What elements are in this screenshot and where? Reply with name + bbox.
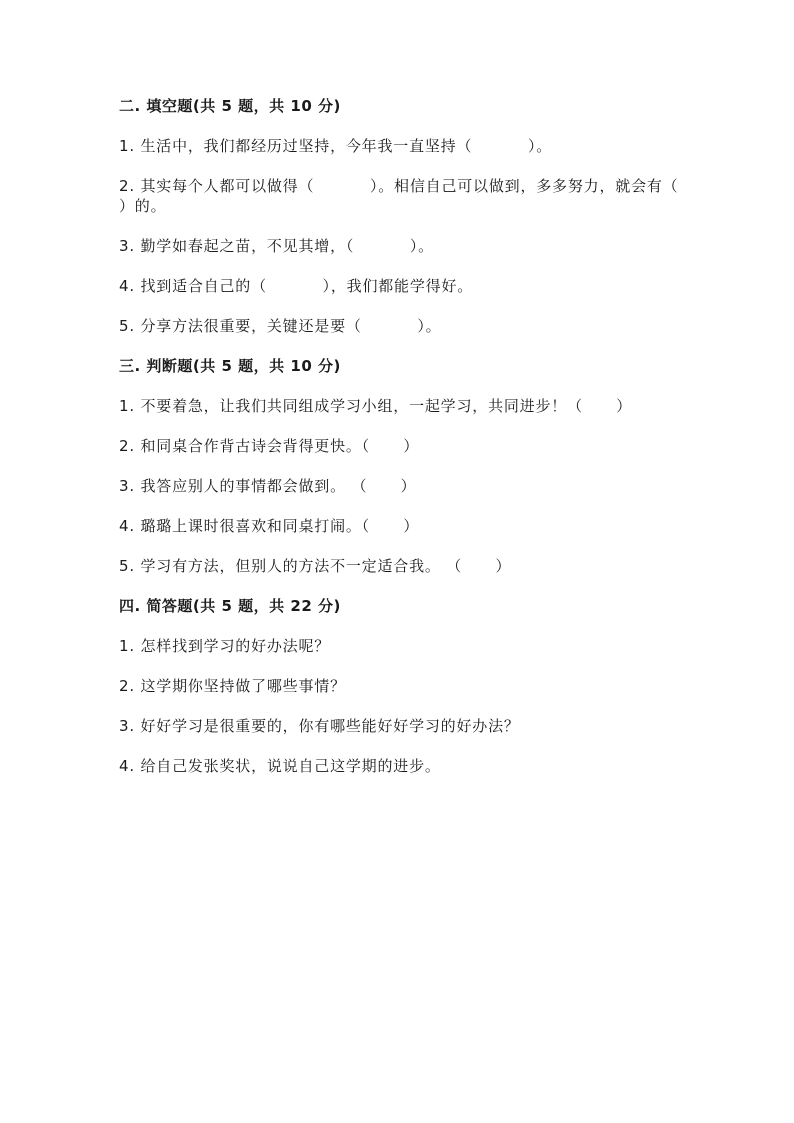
true-false-question-4: 4. 璐璐上课时很喜欢和同桌打闹。（ ）: [119, 517, 420, 535]
fill-blank-question-1: 1. 生活中，我们都经历过坚持，今年我一直坚持（ ）。: [119, 137, 553, 155]
short-answer-question-4: 4. 给自己发张奖状，说说自己这学期的进步。: [119, 757, 441, 775]
true-false-question-2: 2. 和同桌合作背古诗会背得更快。（ ）: [119, 437, 420, 455]
true-false-question-3: 3. 我答应别人的事情都会做到。 （ ）: [119, 477, 417, 495]
section-heading-short-answer: 四. 简答题(共 5 题，共 22 分): [119, 597, 341, 615]
short-answer-question-3: 3. 好好学习是很重要的，你有哪些能好好学习的好办法？: [119, 717, 520, 735]
short-answer-question-1: 1. 怎样找到学习的好办法呢？: [119, 637, 331, 655]
section-heading-fill-blank: 二. 填空题(共 5 题，共 10 分): [119, 97, 341, 115]
fill-blank-question-3: 3. 勤学如春起之苗，不见其增，（ ）。: [119, 237, 434, 255]
worksheet-page: [119, 96, 735, 776]
fill-blank-question-2: 2. 其实每个人都可以做得（ ）。相信自己可以做到，多多努力，就会有（ ）的。: [119, 177, 735, 215]
true-false-question-1: 1. 不要着急，让我们共同组成学习小组，一起学习，共同进步！（ ）: [119, 397, 633, 415]
fill-blank-question-5: 5. 分享方法很重要，关键还是要（ ）。: [119, 317, 442, 335]
short-answer-question-2: 2. 这学期你坚持做了哪些事情？: [119, 677, 346, 695]
fill-blank-question-4: 4. 找到适合自己的（ ），我们都能学得好。: [119, 277, 474, 295]
section-heading-true-false: 三. 判断题(共 5 题，共 10 分): [119, 357, 341, 375]
true-false-question-5: 5. 学习有方法，但别人的方法不一定适合我。 （ ）: [119, 557, 512, 575]
